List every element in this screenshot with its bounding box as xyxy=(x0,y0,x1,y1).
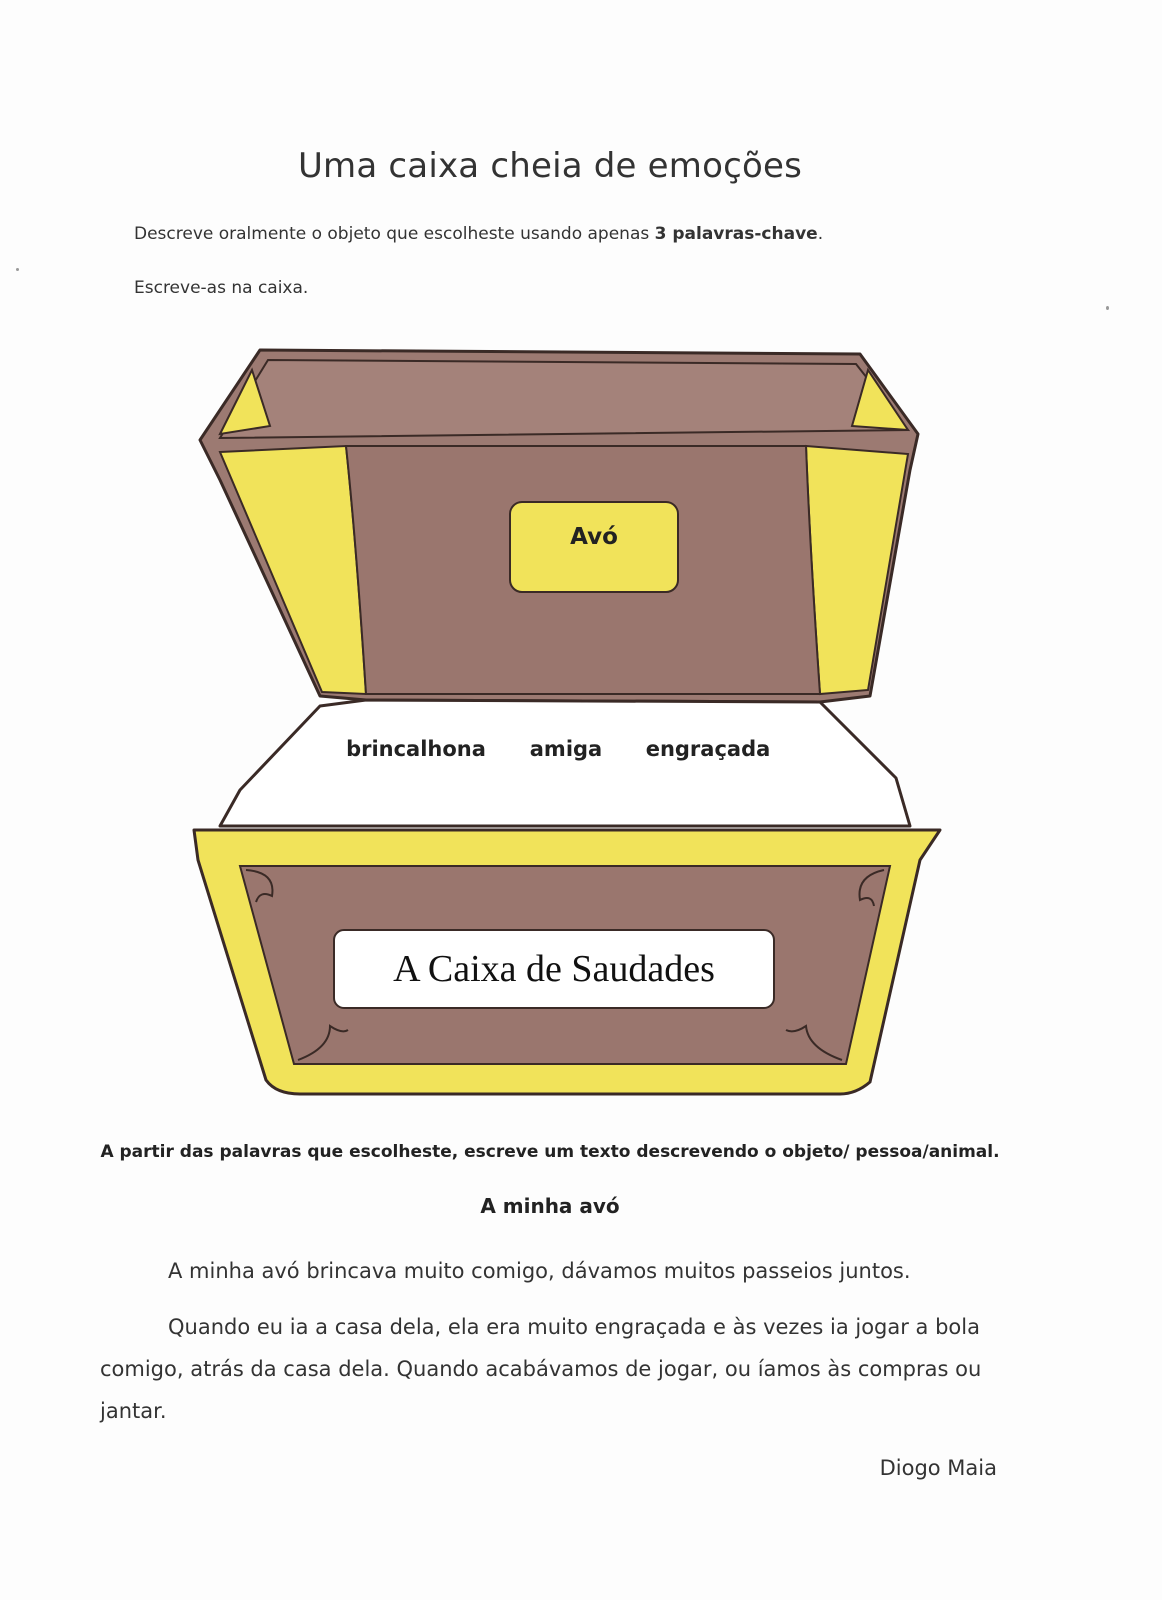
writing-prompt: A partir das palavras que escolheste, escreve um texto descrevendo o objeto/ pessoa/animal. xyxy=(100,1142,1000,1162)
keyword-1: brincalhona xyxy=(346,737,486,761)
instruction-emphasis: 3 palavras-chave xyxy=(654,224,818,244)
keyword-3: engraçada xyxy=(645,737,771,761)
lid-left-gold-panel xyxy=(220,446,366,694)
story-title: A minha avó xyxy=(480,1194,620,1218)
page-title: Uma caixa cheia de emoções xyxy=(297,146,803,186)
instruction-period: . xyxy=(817,224,824,244)
scan-speck xyxy=(1106,306,1109,310)
instruction-text: Descreve oralmente o objeto que escolheste usando apenas xyxy=(134,224,655,244)
author-signature: Diogo Maia xyxy=(879,1456,997,1480)
keyword-2: amiga xyxy=(529,737,603,761)
front-label: A Caixa de Saudades xyxy=(393,948,715,990)
chest-interior xyxy=(220,700,910,826)
scan-speck xyxy=(16,268,19,271)
lid-top-panel xyxy=(220,360,908,438)
lid-label: Avó xyxy=(570,524,618,550)
instruction-keywords xyxy=(134,224,823,244)
story-paragraph: A minha avó brincava muito comigo, dávamos muitos passeios juntos. xyxy=(168,1259,911,1283)
story-paragraph: Quando eu ia a casa dela, ela era muito engraçada e às vezes ia jogar a bola comigo, atrás da casa dela. Quando acabávamos de jogar, ou íamos às compras ou jantar. xyxy=(100,1315,982,1423)
instruction-write-in-box: Escreve-as na caixa. xyxy=(134,278,309,298)
treasure-chest-illustration xyxy=(180,330,960,1130)
